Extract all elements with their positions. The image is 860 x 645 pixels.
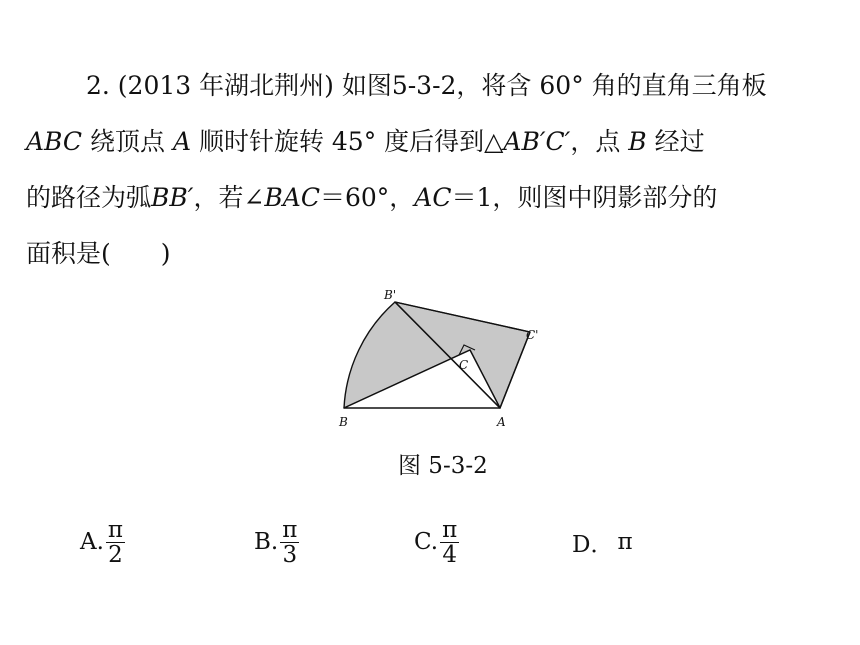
- text-segment: ＝1，则图中阴影部分的: [451, 183, 718, 212]
- problem-line-1: 2. (2013 年湖北荆州) 如图5-3-2，将含 60° 角的直角三角板: [86, 71, 767, 100]
- angle-bac: BAC: [264, 183, 320, 212]
- problem-line-3: [26, 183, 717, 213]
- option-d-letter: D．: [572, 531, 614, 558]
- text-segment: 顺时针旋转 45° 度后得到△: [191, 127, 504, 156]
- figure-caption: 图 5-3-2: [398, 453, 488, 479]
- option-a-fraction: [106, 518, 125, 567]
- text-segment: 绕顶点: [82, 127, 173, 156]
- option-a[interactable]: [80, 512, 125, 572]
- vertex-b: B: [628, 127, 647, 156]
- option-b-letter: B.: [254, 529, 279, 555]
- option-d[interactable]: [572, 512, 633, 572]
- vertex-a: A: [172, 127, 191, 156]
- text-segment: ，若∠: [193, 183, 265, 212]
- option-b-numerator: π: [282, 516, 298, 543]
- geometry-figure: [334, 284, 554, 434]
- option-a-numerator: π: [107, 516, 124, 543]
- label-c-prime: C': [526, 328, 539, 342]
- option-a-denominator: 2: [108, 541, 123, 568]
- text-segment: ＝60°，: [319, 183, 415, 212]
- label-a: A: [497, 415, 506, 429]
- option-c[interactable]: [414, 512, 459, 572]
- label-b: B: [339, 415, 348, 429]
- option-c-numerator: π: [442, 516, 458, 543]
- option-b-fraction: [280, 518, 299, 567]
- option-b-denominator: 3: [282, 541, 298, 568]
- triangle-ab-c-prime: AB′C′: [503, 127, 571, 156]
- option-d-value: π: [617, 529, 633, 555]
- option-b[interactable]: [254, 512, 299, 572]
- option-a-letter: A.: [80, 529, 104, 555]
- problem-line-4: 面积是( ): [26, 239, 171, 268]
- option-c-letter: C.: [414, 529, 439, 555]
- problem-line-2: [26, 127, 705, 157]
- triangle-abc: ABC: [26, 127, 83, 156]
- text-segment: ，点: [570, 127, 629, 156]
- arc-bb-prime: BB′: [151, 183, 194, 212]
- option-c-denominator: 4: [442, 541, 457, 568]
- text-segment: 经过: [646, 127, 705, 156]
- label-b-prime: B': [384, 288, 397, 302]
- option-c-fraction: [440, 518, 459, 567]
- text-segment: 的路径为弧: [26, 183, 152, 212]
- segment-ac: AC: [414, 183, 452, 212]
- label-c: C: [459, 358, 469, 372]
